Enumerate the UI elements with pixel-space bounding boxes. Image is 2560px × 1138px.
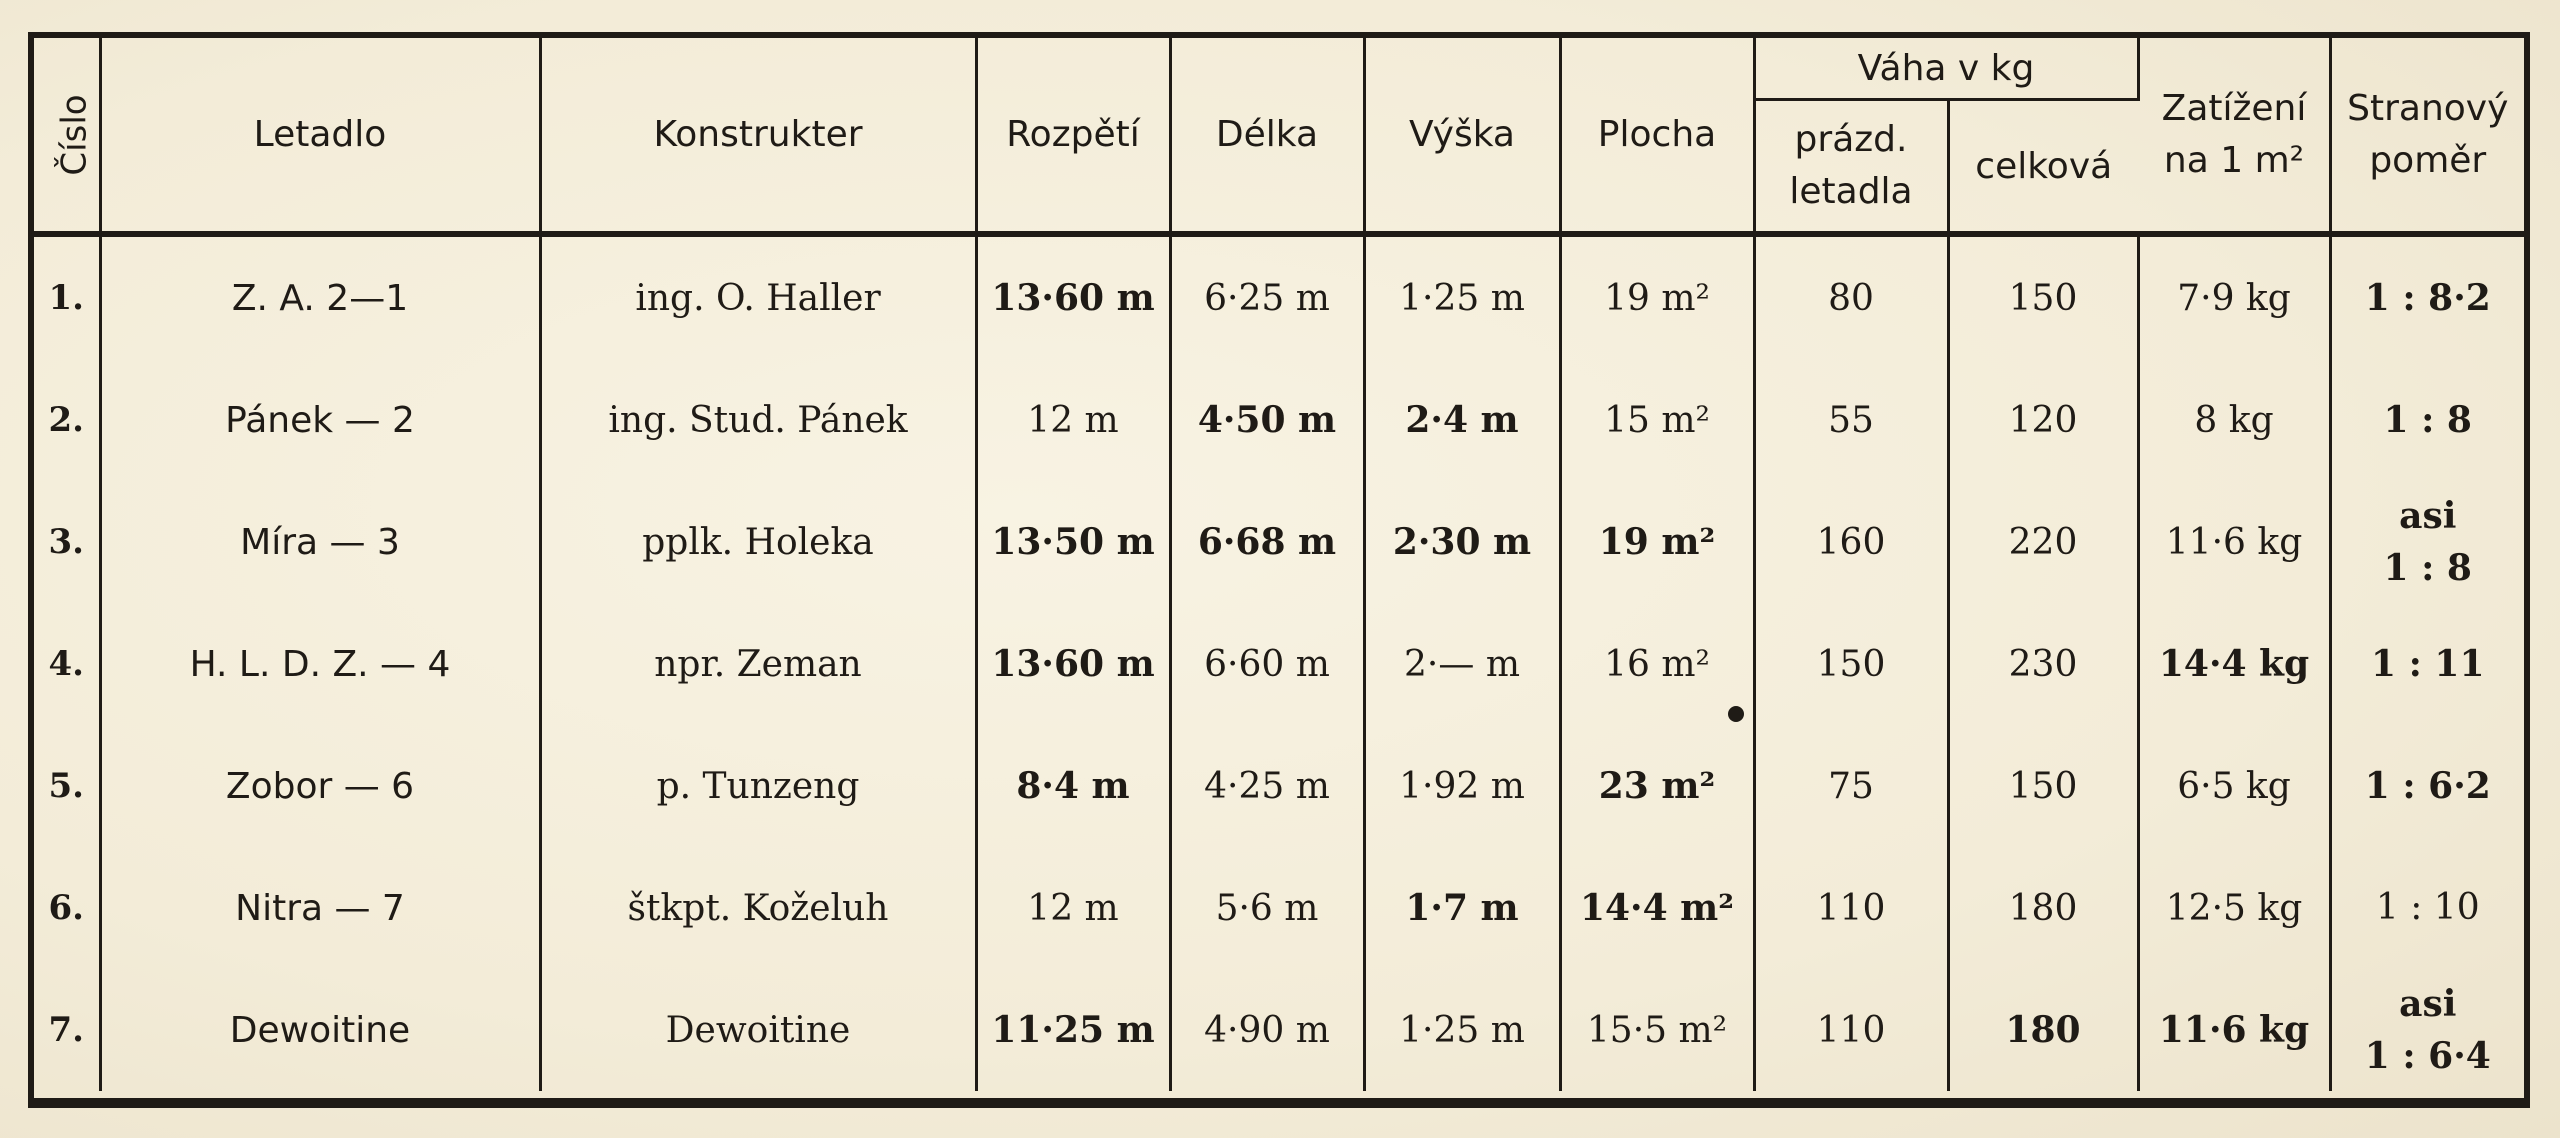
header-vaha-celkova: celková	[1975, 145, 2113, 187]
table-body	[34, 236, 2524, 1092]
cell-cislo: 6.	[34, 847, 100, 969]
cell-rozpeti: 13·60 m	[976, 603, 1170, 725]
cell-pomer	[2330, 725, 2524, 847]
aircraft-table	[34, 38, 2524, 1091]
header-vaha-prazd	[1754, 100, 1948, 233]
cell-delka: 4·50 m	[1170, 359, 1364, 481]
table-row	[34, 969, 2524, 1091]
cell-vyska: 1·7 m	[1364, 847, 1560, 969]
cell-letadlo: Z. A. 2—1	[100, 236, 540, 360]
cell-prazd: 150	[1754, 603, 1948, 725]
cell-celkova: 220	[1948, 481, 2138, 603]
cell-prazd: 55	[1754, 359, 1948, 481]
cell-delka: 4·90 m	[1170, 969, 1364, 1091]
cell-cislo: 1.	[34, 236, 100, 360]
header-letadlo: Letadlo	[100, 38, 540, 233]
cell-prazd: 110	[1754, 969, 1948, 1091]
header-zatizeni	[2138, 38, 2330, 233]
cell-cislo: 7.	[34, 969, 100, 1091]
cell-letadlo: Nitra — 7	[100, 847, 540, 969]
cell-zatizeni: 11·6 kg	[2138, 969, 2330, 1091]
cell-vyska: 2·— m	[1364, 603, 1560, 725]
cell-cislo: 2.	[34, 359, 100, 481]
cell-plocha: 23 m²	[1560, 725, 1754, 847]
cell-letadlo: Míra — 3	[100, 481, 540, 603]
cell-zatizeni: 8 kg	[2138, 359, 2330, 481]
cell-pomer	[2330, 359, 2524, 481]
cell-vyska: 2·4 m	[1364, 359, 1560, 481]
cell-konstrukter: štkpt. Koželuh	[540, 847, 976, 969]
cell-pomer	[2330, 603, 2524, 725]
cell-zatizeni: 12·5 kg	[2138, 847, 2330, 969]
cell-plocha: 19 m²	[1560, 236, 1754, 360]
header-zatizeni-line2: na 1 m²	[2163, 139, 2305, 181]
cell-plocha: 19 m²	[1560, 481, 1754, 603]
cell-vyska: 1·92 m	[1364, 725, 1560, 847]
table-header	[34, 38, 2524, 233]
table-row	[34, 236, 2524, 360]
cell-pomer-value: 1 : 6·2	[2364, 765, 2491, 807]
header-zatizeni-line1: Zatížení	[2161, 87, 2307, 129]
cell-delka: 5·6 m	[1170, 847, 1364, 969]
cell-zatizeni: 6·5 kg	[2138, 725, 2330, 847]
cell-zatizeni: 11·6 kg	[2138, 481, 2330, 603]
cell-zatizeni: 7·9 kg	[2138, 236, 2330, 360]
cell-delka: 4·25 m	[1170, 725, 1364, 847]
cell-plocha: 15 m²	[1560, 359, 1754, 481]
cell-vyska: 1·25 m	[1364, 969, 1560, 1091]
cell-konstrukter: ing. O. Haller	[540, 236, 976, 360]
cell-prazd: 110	[1754, 847, 1948, 969]
cell-prazd: 75	[1754, 725, 1948, 847]
cell-pomer-note: asi	[2399, 495, 2457, 537]
cell-celkova: 120	[1948, 359, 2138, 481]
cell-pomer-note: asi	[2399, 983, 2457, 1025]
cell-konstrukter: p. Tunzeng	[540, 725, 976, 847]
cell-rozpeti: 12 m	[976, 359, 1170, 481]
cell-pomer-value: 1 : 11	[2371, 643, 2485, 685]
header-vaha-prazd-line1: prázd.	[1794, 119, 1908, 160]
cell-letadlo: Zobor — 6	[100, 725, 540, 847]
cell-vyska: 1·25 m	[1364, 236, 1560, 360]
cell-celkova: 180	[1948, 969, 2138, 1091]
cell-rozpeti: 8·4 m	[976, 725, 1170, 847]
cell-rozpeti: 11·25 m	[976, 969, 1170, 1091]
cell-celkova: 230	[1948, 603, 2138, 725]
cell-rozpeti: 13·50 m	[976, 481, 1170, 603]
cell-rozpeti: 12 m	[976, 847, 1170, 969]
header-pomer-line2: poměr	[2369, 139, 2487, 181]
header-vyska: Výška	[1364, 38, 1560, 233]
cell-konstrukter: npr. Zeman	[540, 603, 976, 725]
table-row	[34, 481, 2524, 603]
table-row	[34, 725, 2524, 847]
cell-delka: 6·25 m	[1170, 236, 1364, 360]
cell-konstrukter: Dewoitine	[540, 969, 976, 1091]
cell-prazd: 80	[1754, 236, 1948, 360]
header-vaha-group: Váha v kg	[1754, 38, 2138, 100]
cell-zatizeni: 14·4 kg	[2138, 603, 2330, 725]
cell-konstrukter: pplk. Holeka	[540, 481, 976, 603]
header-pomer	[2330, 38, 2524, 233]
header-vaha-prazd-line2: letadla	[1789, 171, 1913, 212]
cell-pomer-value: 1 : 10	[2375, 887, 2480, 928]
cell-pomer-value: 1 : 6·4	[2364, 1035, 2491, 1077]
cell-vyska: 2·30 m	[1364, 481, 1560, 603]
cell-delka: 6·68 m	[1170, 481, 1364, 603]
cell-pomer-value: 1 : 8	[2383, 399, 2472, 441]
cell-pomer-value: 1 : 8	[2383, 547, 2472, 589]
ink-blot	[1728, 706, 1744, 722]
header-plocha: Plocha	[1560, 38, 1754, 233]
cell-plocha: 15·5 m²	[1560, 969, 1754, 1091]
cell-celkova: 150	[1948, 725, 2138, 847]
cell-celkova: 180	[1948, 847, 2138, 969]
cell-pomer	[2330, 847, 2524, 969]
header-rozpeti: Rozpětí	[976, 38, 1170, 233]
cell-cislo: 3.	[34, 481, 100, 603]
header-pomer-line1: Stranový	[2347, 87, 2509, 129]
cell-pomer	[2330, 969, 2524, 1091]
cell-letadlo: Pánek — 2	[100, 359, 540, 481]
cell-plocha: 14·4 m²	[1560, 847, 1754, 969]
cell-konstrukter: ing. Stud. Pánek	[540, 359, 976, 481]
cell-pomer	[2330, 236, 2524, 360]
cell-rozpeti: 13·60 m	[976, 236, 1170, 360]
cell-pomer	[2330, 481, 2524, 603]
table-row	[34, 847, 2524, 969]
cell-celkova: 150	[1948, 236, 2138, 360]
header-konstrukter: Konstrukter	[540, 38, 976, 233]
cell-prazd: 160	[1754, 481, 1948, 603]
cell-pomer-value: 1 : 8·2	[2364, 277, 2491, 319]
header-cislo-label: Číslo	[54, 94, 95, 176]
header-delka: Délka	[1170, 38, 1364, 233]
cell-letadlo: H. L. D. Z. — 4	[100, 603, 540, 725]
cell-letadlo: Dewoitine	[100, 969, 540, 1091]
cell-delka: 6·60 m	[1170, 603, 1364, 725]
table-row	[34, 603, 2524, 725]
header-cislo	[34, 38, 100, 233]
table-row	[34, 359, 2524, 481]
cell-plocha: 16 m²	[1560, 603, 1754, 725]
cell-cislo: 5.	[34, 725, 100, 847]
cell-cislo: 4.	[34, 603, 100, 725]
